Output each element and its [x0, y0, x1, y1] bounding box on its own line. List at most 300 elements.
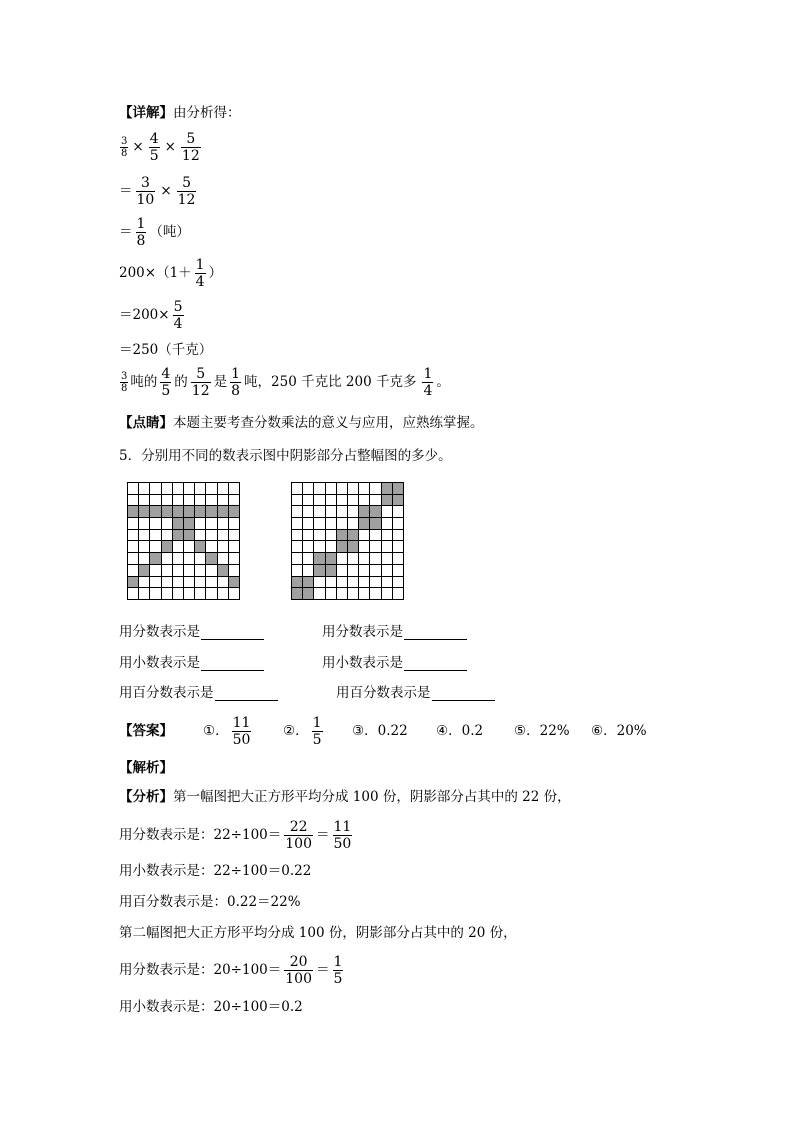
denominator: 12	[177, 191, 196, 208]
grid-cell	[128, 588, 138, 599]
grid-cell	[195, 495, 205, 506]
denominator: 8	[231, 382, 241, 399]
shaded-cell	[206, 553, 216, 564]
calc-step-1	[119, 130, 204, 164]
grid-cell	[162, 577, 172, 588]
grid-cell	[326, 530, 336, 541]
analysis-text: 第二幅图把大正方形平均分成 100 份，阴影部分占其中的 20 份，	[119, 925, 517, 941]
grid-cell	[292, 518, 302, 529]
shaded-cell	[370, 506, 380, 517]
expression-text: ＝250（千克）	[119, 342, 213, 358]
fraction	[191, 366, 211, 399]
shaded-cell	[337, 530, 347, 541]
grid-cell	[218, 553, 228, 564]
grid-cell	[337, 506, 347, 517]
grid-cell	[303, 506, 313, 517]
fraction	[195, 257, 206, 290]
grid-cell	[303, 553, 313, 564]
shaded-cell	[128, 577, 138, 588]
grid-cell	[139, 553, 149, 564]
numerator: 22	[284, 819, 313, 836]
shaded-cell	[195, 506, 205, 517]
grid-cell	[162, 565, 172, 576]
shaded-cell	[303, 577, 313, 588]
grid-cell	[337, 495, 347, 506]
analysis-fraction-1	[119, 818, 355, 852]
answer-value: 0.2	[461, 723, 484, 739]
grid-cell	[292, 506, 302, 517]
grid-cell	[128, 518, 138, 529]
equals-sign: ＝	[316, 962, 330, 978]
shaded-cell	[195, 541, 205, 552]
answer-blank	[432, 686, 495, 701]
detail-label: 【详解】	[119, 105, 173, 121]
grid-cell	[326, 483, 336, 494]
fraction	[136, 216, 147, 249]
grid-cell	[184, 541, 194, 552]
grid-cell	[206, 495, 216, 506]
grid-cell	[382, 530, 392, 541]
grid-cell	[370, 577, 380, 588]
answer-blank	[404, 656, 467, 671]
numerator: 5	[177, 175, 197, 192]
denominator: 5	[149, 147, 159, 164]
shaded-cell	[314, 553, 324, 564]
grid-cell	[393, 530, 403, 541]
prompt-label: 用分数表示是	[322, 624, 403, 640]
grid-cell	[206, 530, 216, 541]
expression-text: ＝200×	[119, 307, 170, 323]
shaded-cell	[184, 506, 194, 517]
multiply-sign: ×	[160, 183, 172, 199]
analysis-text: 用分数表示是：22÷100＝	[119, 827, 282, 843]
grid-cell	[359, 565, 369, 576]
grid-cell	[292, 565, 302, 576]
analysis-sub-label: 【分析】	[119, 789, 173, 805]
shaded-cell	[173, 530, 183, 541]
grid-cell	[195, 565, 205, 576]
grid-cell	[150, 577, 160, 588]
analysis-decimal-2	[119, 998, 303, 1016]
grid-cell	[195, 483, 205, 494]
answer-marker: ③．	[352, 723, 378, 739]
blank-row	[322, 623, 467, 641]
grid-cell	[173, 483, 183, 494]
answer-blank	[404, 625, 467, 640]
denominator: 100	[285, 970, 312, 987]
grid-cell	[393, 577, 403, 588]
grid-cell	[150, 588, 160, 599]
numerator: 1	[333, 953, 343, 970]
grid-cell	[162, 483, 172, 494]
denominator: 4	[423, 382, 433, 399]
grid-cell	[326, 495, 336, 506]
grid-cell	[382, 506, 392, 517]
conclusion-text: 吨的	[130, 374, 158, 390]
grid-cell	[218, 530, 228, 541]
analysis-label: 【解析】	[119, 760, 173, 776]
shaded-cell	[370, 518, 380, 529]
grid-cell	[128, 565, 138, 576]
grid-cell	[359, 577, 369, 588]
grid-cell	[359, 530, 369, 541]
grid-cell	[370, 565, 380, 576]
prompt-label: 用小数表示是	[119, 655, 200, 671]
shaded-cell	[382, 495, 392, 506]
shaded-cell	[292, 588, 302, 599]
grid-cell	[348, 577, 358, 588]
shaded-cell	[359, 518, 369, 529]
shaded-cell	[139, 565, 149, 576]
grid-cell	[195, 518, 205, 529]
calc-step-4	[119, 256, 222, 290]
shaded-cell	[184, 518, 194, 529]
grid-cell	[382, 565, 392, 576]
multiply-sign: ×	[164, 139, 176, 155]
shaded-cell	[393, 483, 403, 494]
grid-cell	[382, 577, 392, 588]
answer-item	[352, 714, 408, 748]
grid-cell	[184, 577, 194, 588]
analysis-percent-1	[119, 893, 301, 911]
grid-cell	[162, 495, 172, 506]
calc-step-5	[119, 298, 187, 332]
denominator: 10	[136, 191, 155, 208]
question-text: 5．分别用不同的数表示图中阴影部分占整幅图的多少。	[119, 448, 452, 464]
grid-cell	[382, 553, 392, 564]
grid-cell	[292, 495, 302, 506]
grid-cell	[359, 553, 369, 564]
fraction	[284, 819, 313, 852]
grid-cell	[370, 530, 380, 541]
grid-cell	[206, 483, 216, 494]
fraction	[160, 366, 171, 399]
grid-cell	[173, 565, 183, 576]
grid-cell	[206, 565, 216, 576]
grid-cell	[348, 588, 358, 599]
grid-cell	[314, 577, 324, 588]
shaded-cell	[393, 495, 403, 506]
shaded-cell	[162, 506, 172, 517]
shaded-cell	[348, 530, 358, 541]
grid-cell	[337, 588, 347, 599]
grid-cell	[359, 495, 369, 506]
conclusion-line	[119, 365, 450, 399]
numerator: 1	[195, 256, 205, 273]
grid-cell	[195, 588, 205, 599]
shaded-cell	[139, 506, 149, 517]
grid-cell	[337, 518, 347, 529]
shaded-cell	[359, 506, 369, 517]
grid-cell	[218, 483, 228, 494]
fraction	[181, 131, 201, 164]
grid-cell	[303, 495, 313, 506]
calc-step-2	[119, 174, 199, 208]
analysis-text: 用分数表示是：20÷100＝	[119, 962, 282, 978]
calc-step-3	[119, 215, 190, 249]
grid-cell	[393, 506, 403, 517]
denominator: 12	[181, 147, 200, 164]
fraction	[284, 954, 313, 987]
equals-sign: ＝	[119, 183, 133, 199]
grid-cell	[370, 588, 380, 599]
grid-cell	[139, 518, 149, 529]
grid-cell	[229, 483, 239, 494]
grid-cell	[326, 506, 336, 517]
grid-cell	[128, 553, 138, 564]
grid-cell	[303, 541, 313, 552]
grid-cell	[173, 495, 183, 506]
conclusion-text: 是	[213, 374, 228, 390]
shaded-cell	[150, 506, 160, 517]
blank-row	[322, 654, 467, 672]
comment-text: 本题主要考查分数乘法的意义与应用，应熟练掌握。	[173, 415, 484, 431]
grid-cell	[184, 565, 194, 576]
grid-cell	[292, 541, 302, 552]
numerator: 5	[181, 131, 201, 148]
fraction	[136, 175, 156, 208]
grid-cell	[303, 565, 313, 576]
grid-cell	[139, 530, 149, 541]
shaded-cell	[382, 483, 392, 494]
grid-cell	[348, 483, 358, 494]
fraction	[149, 131, 160, 164]
shaded-cell	[206, 506, 216, 517]
answer-marker: ⑥．	[591, 723, 617, 739]
question-title	[119, 447, 452, 465]
blank-row	[119, 684, 278, 702]
grid-cell	[393, 518, 403, 529]
grid-cell	[195, 553, 205, 564]
grid-cell	[292, 553, 302, 564]
expression-text: 200×（1＋	[119, 265, 192, 281]
grid-cell	[173, 577, 183, 588]
denominator: 4	[195, 273, 205, 290]
answer-blank	[201, 625, 264, 640]
grid-cell	[150, 541, 160, 552]
numerator: 1	[312, 714, 322, 731]
grid-cell	[184, 588, 194, 599]
shaded-cell	[337, 541, 347, 552]
grid-cell	[348, 518, 358, 529]
fraction	[333, 819, 353, 852]
grid-cell	[150, 483, 160, 494]
grid-cell	[382, 588, 392, 599]
unit-text: （吨）	[149, 224, 190, 240]
grid-cell	[337, 553, 347, 564]
grid-cell	[382, 518, 392, 529]
grid-cell	[206, 541, 216, 552]
comment-label: 【点睛】	[119, 415, 173, 431]
blank-row	[119, 623, 264, 641]
shaded-cell	[150, 553, 160, 564]
numerator: 5	[173, 298, 183, 315]
grid-cell	[303, 483, 313, 494]
grid-cell	[128, 541, 138, 552]
grid-cell	[370, 553, 380, 564]
shaded-cell	[292, 577, 302, 588]
answer-item	[591, 714, 647, 748]
shaded-cell	[162, 541, 172, 552]
grid-cell	[337, 565, 347, 576]
shaded-cell	[218, 565, 228, 576]
grid-cell	[128, 530, 138, 541]
grid-cell	[162, 588, 172, 599]
conclusion-text: 吨，250 千克比 200 千克多	[244, 374, 417, 390]
shaded-cell	[314, 565, 324, 576]
grid-cell	[326, 518, 336, 529]
denominator: 100	[285, 835, 312, 852]
prompt-label: 用百分数表示是	[119, 685, 214, 701]
answer-item	[203, 714, 254, 748]
grid-cell	[326, 588, 336, 599]
answer-marker: ④．	[436, 723, 462, 739]
shaded-cell	[348, 541, 358, 552]
grid-cell	[173, 541, 183, 552]
grid-cell	[370, 495, 380, 506]
denominator: 50	[333, 835, 352, 852]
denominator: 5	[333, 970, 343, 987]
numerator: 4	[161, 365, 171, 382]
answer-item	[514, 714, 570, 748]
analysis-text: 第一幅图把大正方形平均分成 100 份，阴影部分占其中的 22 份，	[173, 789, 571, 805]
grid-cell	[359, 541, 369, 552]
grid-cell	[229, 518, 239, 529]
shaded-cell	[128, 506, 138, 517]
grid-cell	[229, 495, 239, 506]
denominator: 50	[232, 731, 251, 748]
grid-cell	[184, 495, 194, 506]
conclusion-text: 的	[174, 374, 188, 390]
shaded-cell	[303, 588, 313, 599]
shaded-cell	[326, 553, 336, 564]
multiply-sign: ×	[132, 139, 144, 155]
analysis-intro-1	[119, 788, 571, 806]
fraction	[177, 175, 197, 208]
comment-line	[119, 414, 484, 432]
denominator: 4	[173, 315, 183, 332]
grid-cell	[184, 553, 194, 564]
grid-cell	[370, 483, 380, 494]
grid-cell	[139, 541, 149, 552]
denominator: 8	[136, 232, 146, 249]
grid-cell	[150, 495, 160, 506]
grid-cell	[162, 553, 172, 564]
analysis-heading	[119, 759, 173, 777]
grid-cell	[229, 565, 239, 576]
numerator: 11	[232, 714, 251, 731]
answer-value: 22%	[539, 723, 570, 739]
fraction	[333, 954, 344, 987]
grid-cell	[128, 483, 138, 494]
blank-row	[336, 684, 495, 702]
grid-cell	[326, 541, 336, 552]
grid-cell	[314, 483, 324, 494]
calc-step-6	[119, 341, 212, 359]
analysis-text: 用小数表示是：22÷100＝0.22	[119, 863, 312, 879]
prompt-label: 用小数表示是	[322, 655, 403, 671]
numerator: 4	[149, 130, 159, 147]
grid-cell	[150, 518, 160, 529]
numerator: 11	[333, 818, 352, 835]
answer-label: 【答案】	[119, 723, 173, 739]
grid-cell	[314, 495, 324, 506]
grid-cell	[218, 577, 228, 588]
grid-cell	[139, 483, 149, 494]
denominator: 5	[312, 731, 322, 748]
grid-cell	[128, 495, 138, 506]
grid-cell	[359, 588, 369, 599]
grid-cell	[326, 577, 336, 588]
answer-blank	[215, 686, 278, 701]
grid-cell	[218, 495, 228, 506]
grid-cell	[206, 518, 216, 529]
fraction	[120, 371, 128, 394]
answer-row	[119, 714, 679, 748]
grid-cell	[292, 483, 302, 494]
grid-cell	[337, 577, 347, 588]
grid-cell	[348, 553, 358, 564]
denominator: 8	[121, 147, 128, 159]
fraction	[120, 136, 128, 159]
grid-cell	[393, 541, 403, 552]
grid-cell	[303, 530, 313, 541]
shaded-cell	[326, 565, 336, 576]
denominator: 5	[161, 382, 171, 399]
grid-cell	[195, 530, 205, 541]
fraction	[312, 715, 323, 748]
grid-cell	[150, 530, 160, 541]
prompt-label: 用分数表示是	[119, 624, 200, 640]
answer-marker: ①．	[203, 723, 229, 739]
equals-sign: ＝	[316, 827, 330, 843]
numerator: 3	[121, 370, 128, 382]
grid-cell	[218, 588, 228, 599]
shaded-cell	[184, 530, 194, 541]
grid-cell	[218, 518, 228, 529]
grid-cell	[218, 541, 228, 552]
fraction	[173, 299, 184, 332]
numerator: 3	[121, 135, 128, 147]
grid-cell	[229, 588, 239, 599]
answer-blank	[201, 656, 264, 671]
grid-cell	[150, 565, 160, 576]
fraction	[232, 715, 252, 748]
shaded-cell	[218, 506, 228, 517]
grid-cell	[314, 588, 324, 599]
grid-cell	[314, 506, 324, 517]
denominator: 8	[121, 382, 128, 394]
grid-cell	[195, 577, 205, 588]
grid-cell	[173, 588, 183, 599]
numerator: 20	[284, 954, 313, 971]
shaded-cell	[173, 506, 183, 517]
answer-label-wrap	[119, 714, 173, 748]
grid-cell	[229, 530, 239, 541]
grid-figure-1	[127, 482, 240, 600]
grid-cell	[292, 530, 302, 541]
grid-cell	[393, 565, 403, 576]
prompt-label: 用百分数表示是	[336, 685, 431, 701]
grid-cell	[162, 530, 172, 541]
grid-figure-2	[291, 482, 404, 600]
grid-cell	[348, 506, 358, 517]
grid-cell	[184, 483, 194, 494]
shaded-cell	[173, 518, 183, 529]
answer-item	[283, 714, 326, 748]
grid-cell	[139, 588, 149, 599]
grid-cell	[393, 588, 403, 599]
